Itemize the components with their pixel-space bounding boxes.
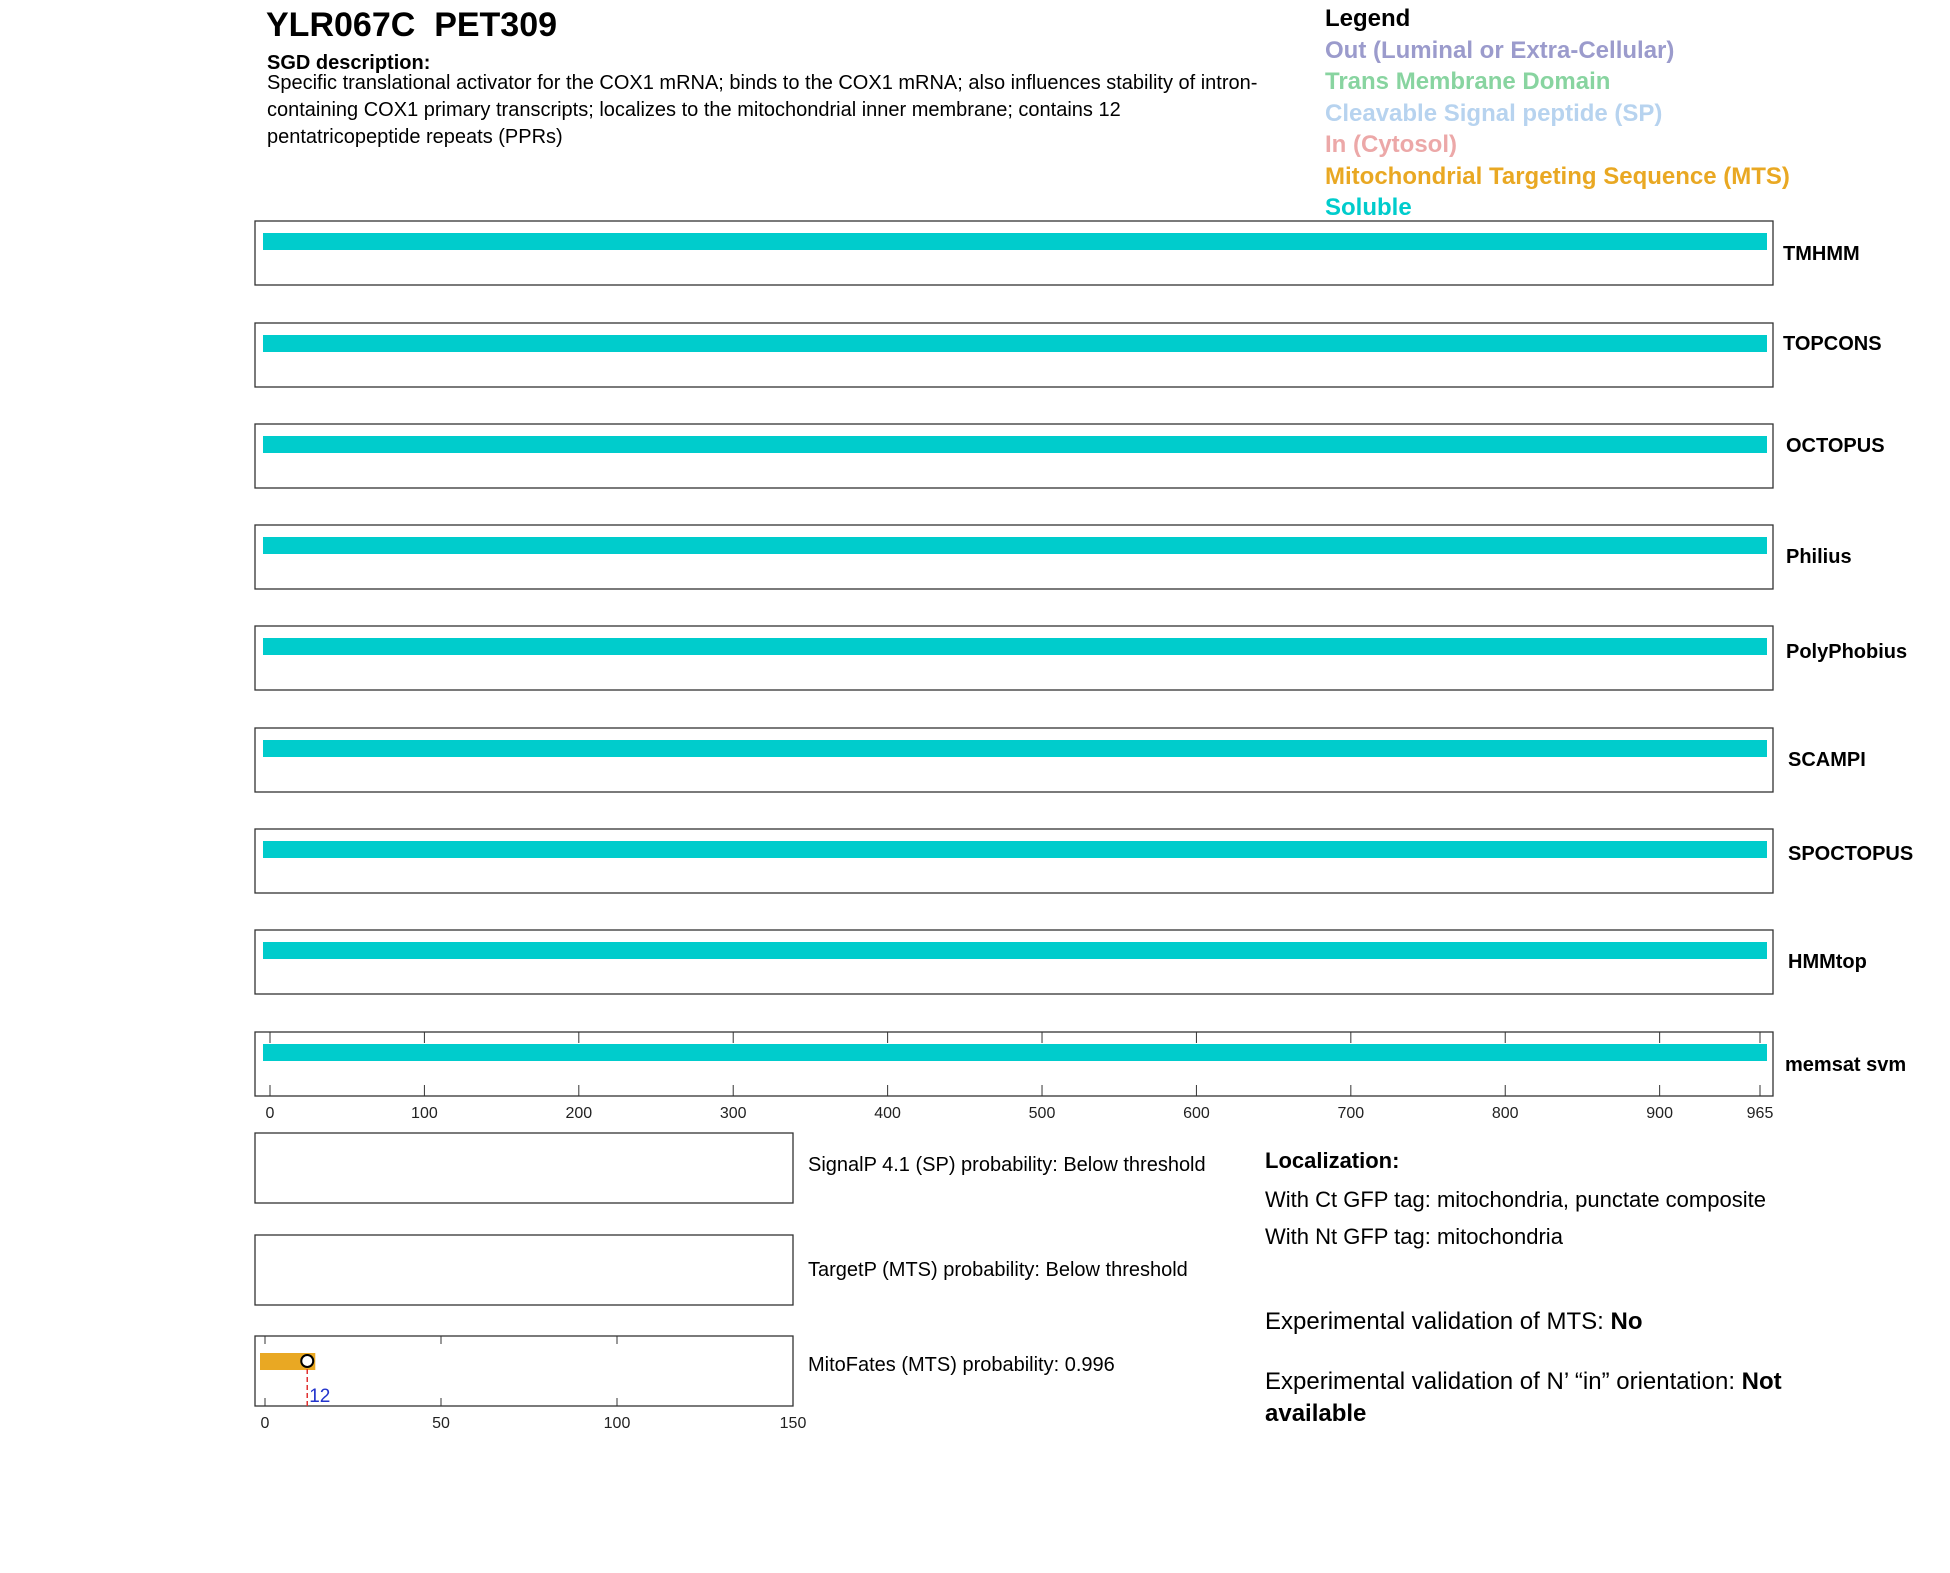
mitofates-cleavage-label: 12: [309, 1386, 331, 1407]
mitofates-tick-label-150: 150: [779, 1415, 807, 1432]
targetp-label: TargetP (MTS) probability: Below threshold: [808, 1259, 1188, 1281]
track-label-topcons: TOPCONS: [1783, 333, 1882, 355]
track-box-tmhmm: [255, 221, 1773, 285]
legend-item-mts: Mitochondrial Targeting Sequence (MTS): [1325, 163, 1790, 190]
track-box-scampi: [255, 728, 1773, 792]
signalp-label: SignalP 4.1 (SP) probability: Below threshold: [808, 1154, 1206, 1176]
track-box-spoctopus: [255, 829, 1773, 893]
track-label-octopus: OCTOPUS: [1786, 435, 1885, 457]
track-segment-hmmtop-0: [263, 942, 1767, 959]
mitofates-tick-label-0: 0: [260, 1415, 270, 1432]
mitofates-tick-label-50: 50: [432, 1415, 450, 1432]
track-label-hmmtop: HMMtop: [1788, 951, 1867, 973]
track-box-hmmtop: [255, 930, 1773, 994]
track-segment-philius-0: [263, 537, 1767, 554]
legend-item-soluble: Soluble: [1325, 194, 1412, 221]
track-box-topcons: [255, 323, 1773, 387]
targetp-panel: [255, 1235, 793, 1305]
mitofates-tick-label-100: 100: [603, 1415, 631, 1432]
track-label-scampi: SCAMPI: [1788, 749, 1866, 771]
x-tick-label-200: 200: [565, 1105, 593, 1122]
track-box-octopus: [255, 424, 1773, 488]
track-label-spoctopus: SPOCTOPUS: [1788, 843, 1914, 865]
track-segment-polyphobius-0: [263, 638, 1767, 655]
x-tick-label-500: 500: [1028, 1105, 1056, 1122]
legend-item-out: Out (Luminal or Extra-Cellular): [1325, 37, 1675, 64]
gene-id: YLR067C: [266, 6, 416, 44]
track-label-tmhmm: TMHMM: [1783, 243, 1860, 265]
track-segment-tmhmm-0: [263, 233, 1767, 250]
mitofates-cleavage-marker: [301, 1355, 313, 1367]
x-tick-label-300: 300: [719, 1105, 747, 1122]
mts-validation-value: No: [1610, 1308, 1643, 1335]
localization-ct-gfp: With Ct GFP tag: mitochondria, punctate composite: [1265, 1187, 1766, 1212]
x-tick-label-0: 0: [265, 1105, 275, 1122]
mitofates-label: MitoFates (MTS) probability: 0.996: [808, 1354, 1115, 1376]
orientation-validation-value: Not available: [1265, 1368, 1782, 1427]
x-tick-label-600: 600: [1183, 1105, 1210, 1122]
track-segment-topcons-0: [263, 335, 1767, 352]
x-tick-label-965: 965: [1746, 1105, 1774, 1122]
track-label-polyphobius: PolyPhobius: [1786, 641, 1908, 663]
track-box-polyphobius: [255, 626, 1773, 690]
mitofates-panel: [255, 1336, 793, 1406]
track-segment-octopus-0: [263, 436, 1767, 453]
track-segment-scampi-0: [263, 740, 1767, 757]
orientation-validation: [1265, 1366, 1825, 1430]
x-tick-label-100: 100: [411, 1105, 438, 1122]
x-tick-label-800: 800: [1491, 1105, 1519, 1122]
track-segment-memsat-svm-0: [263, 1044, 1767, 1061]
mts-validation: [1265, 1306, 1825, 1338]
orientation-validation-label: Experimental validation of N’ “in” orientation:: [1265, 1368, 1742, 1395]
legend-item-tm-domain: Trans Membrane Domain: [1325, 68, 1611, 95]
legend-title: Legend: [1325, 5, 1411, 32]
track-segment-spoctopus-0: [263, 841, 1767, 858]
track-label-memsat-svm: memsat svm: [1785, 1054, 1907, 1076]
track-box-memsat-svm: [255, 1032, 1773, 1096]
localization-nt-gfp: With Nt GFP tag: mitochondria: [1265, 1224, 1563, 1249]
legend-item-in-cytosol: In (Cytosol): [1325, 131, 1457, 158]
signalp-panel: [255, 1133, 793, 1203]
x-tick-label-400: 400: [874, 1105, 901, 1122]
mts-validation-label: Experimental validation of MTS:: [1265, 1308, 1611, 1335]
sgd-description-text: Specific translational activator for the COX1 mRNA; binds to the COX1 mRNA; also influences stability of intron-containing COX1 primary transcripts; localizes to the mitochondrial inner membrane; contains 12 pentatricopeptide repeats (PPRs): [267, 72, 1258, 148]
sgd-description-label: SGD description:: [267, 52, 431, 74]
x-tick-label-900: 900: [1646, 1105, 1673, 1122]
legend-item-signal-peptide: Cleavable Signal peptide (SP): [1325, 100, 1663, 127]
localization-title: Localization:: [1265, 1148, 1400, 1173]
x-tick-label-700: 700: [1337, 1105, 1365, 1122]
track-box-philius: [255, 525, 1773, 589]
gene-name: PET309: [434, 6, 558, 44]
track-label-philius: Philius: [1786, 546, 1852, 568]
